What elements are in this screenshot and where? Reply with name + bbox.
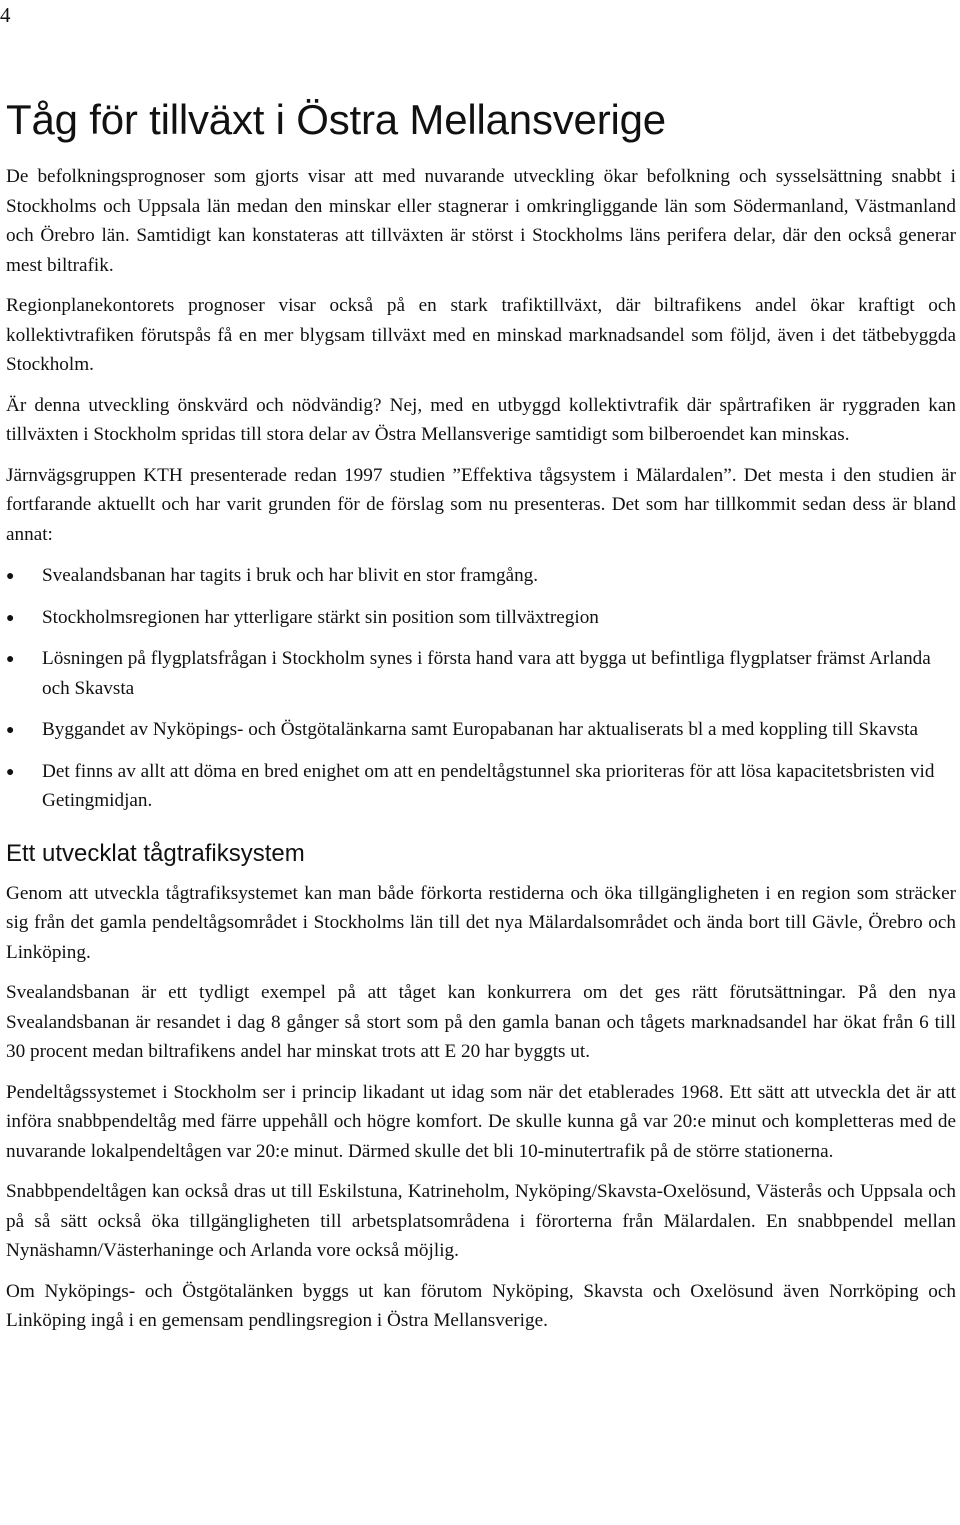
bullet-icon: ● [6, 764, 15, 780]
list-item [6, 715, 956, 745]
paragraph: Pendeltågssystemet i Stockholm ser i princip likadant ut idag som när det etablerades 1968. Ett sätt att utveckla det är att införa snabbpendeltåg med färre uppehåll och högre komfort. De skulle kunna gå var 20:e minut och kompletteras med de nuvarande lokalpendeltågen var 20:e minut. Därmed skulle det bli 10-minutertrafik på de större stationerna. [6, 1081, 956, 1162]
paragraph: Regionplanekontorets prognoser visar också på en stark trafiktillväxt, där biltrafikens andel ökar kraftigt och kollektivtrafiken förutspås få en mer blygsam tillväxt med en minskad marknadsandel som följd, även i det tätbebyggda Stockholm. [6, 295, 956, 375]
list-item [6, 603, 956, 633]
paragraph: De befolkningsprognoser som gjorts visar att med nuvarande utveckling ökar befolkning och sysselsättning snabbt i Stockholms och Uppsala län medan den minskar eller stagnerar i omkringliggande län som Södermanland, Västmanland och Örebro län. Samtidigt kan konstateras att tillväxten är störst i Stockholms läns perifera delar, där den också generar mest biltrafik. [6, 166, 956, 276]
list-item-text: Byggandet av Nyköpings- och Östgötalänkarna samt Europabanan har aktualiserats bl a med koppling till Skavsta [42, 719, 919, 740]
list-item-text: Lösningen på flygplatsfrågan i Stockholm synes i första hand vara att bygga ut befintliga flygplatser främst Arlanda och Skavsta [42, 648, 931, 699]
page-content [6, 92, 956, 1347]
list-item-text: Svealandsbanan har tagits i bruk och har blivit en stor framgång. [42, 565, 539, 586]
bullet-icon: ● [6, 610, 15, 626]
bullet-icon: ● [6, 569, 15, 584]
list-item-text: Stockholmsregionen har ytterligare stärkt sin position som tillväxtregion [42, 606, 599, 628]
paragraph: Svealandsbanan är ett tydligt exempel på att tåget kan konkurrera om det ges rätt förutsättningar. På den nya Svealandsbanan är resandet i dag 8 gånger så stort som på den gamla banan och tågets marknadsandel har ökat från 6 till 30 procent medan biltrafikens andel har minskat trots att E 20 har byggts ut. [6, 982, 956, 1062]
bullet-icon: ● [6, 652, 15, 667]
bullet-icon: ● [6, 723, 15, 738]
paragraph: Om Nyköpings- och Östgötalänken byggs ut kan förutom Nyköping, Skavsta och Oxelösund även Norrköping och Linköping ingå i en gemensam pendlingsregion i Östra Mellansverige. [6, 1280, 956, 1331]
list-item [6, 561, 956, 591]
page-number: 4 [0, 3, 11, 27]
section-heading: Ett utvecklat tågtrafiksystem [6, 839, 305, 867]
page-title: Tåg för tillväxt i Östra Mellansverige [6, 96, 666, 143]
paragraph: Snabbpendeltågen kan också dras ut till Eskilstuna, Katrineholm, Nyköping/Skavsta-Oxelösund, Västerås och Uppsala och på så sätt också öka tillgängligheten till arbetsplatsområdena i förorterna från Mälardalen. En snabbpendel mellan Nynäshamn/Västerhaninge och Arlanda vore också möjlig. [6, 1181, 956, 1261]
paragraph: Järnvägsgruppen KTH presenterade redan 1997 studien ”Effektiva tågsystem i Mälardalen”. Det mesta i den studien är fortfarande aktuellt och har varit grunden för de förslag som nu presenteras. Det som har tillkommit sedan dess är bland annat: [6, 464, 956, 545]
bullet-list [6, 561, 956, 816]
list-item [6, 644, 956, 703]
paragraph: Är denna utveckling önskvärd och nödvändig? Nej, med en utbyggd kollektivtrafik där spårtrafiken är ryggraden kan tillväxten i Stockholm spridas till stora delar av Östra Mellansverige samtidigt som bilberoendet kan minskas. [6, 394, 956, 445]
list-item [6, 757, 956, 816]
paragraph: Genom att utveckla tågtrafiksystemet kan man både förkorta restiderna och öka tillgängligheten i en region som sträcker sig från det gamla pendeltågsområdet i Stockholms län till det nya Mälardalsområdet och ända bort till Gävle, Örebro och Linköping. [6, 882, 956, 963]
list-item-text: Det finns av allt att döma en bred enighet om att en pendeltågstunnel ska prioriteras för att lösa kapacitetsbristen vid Getingmidjan. [42, 760, 935, 811]
